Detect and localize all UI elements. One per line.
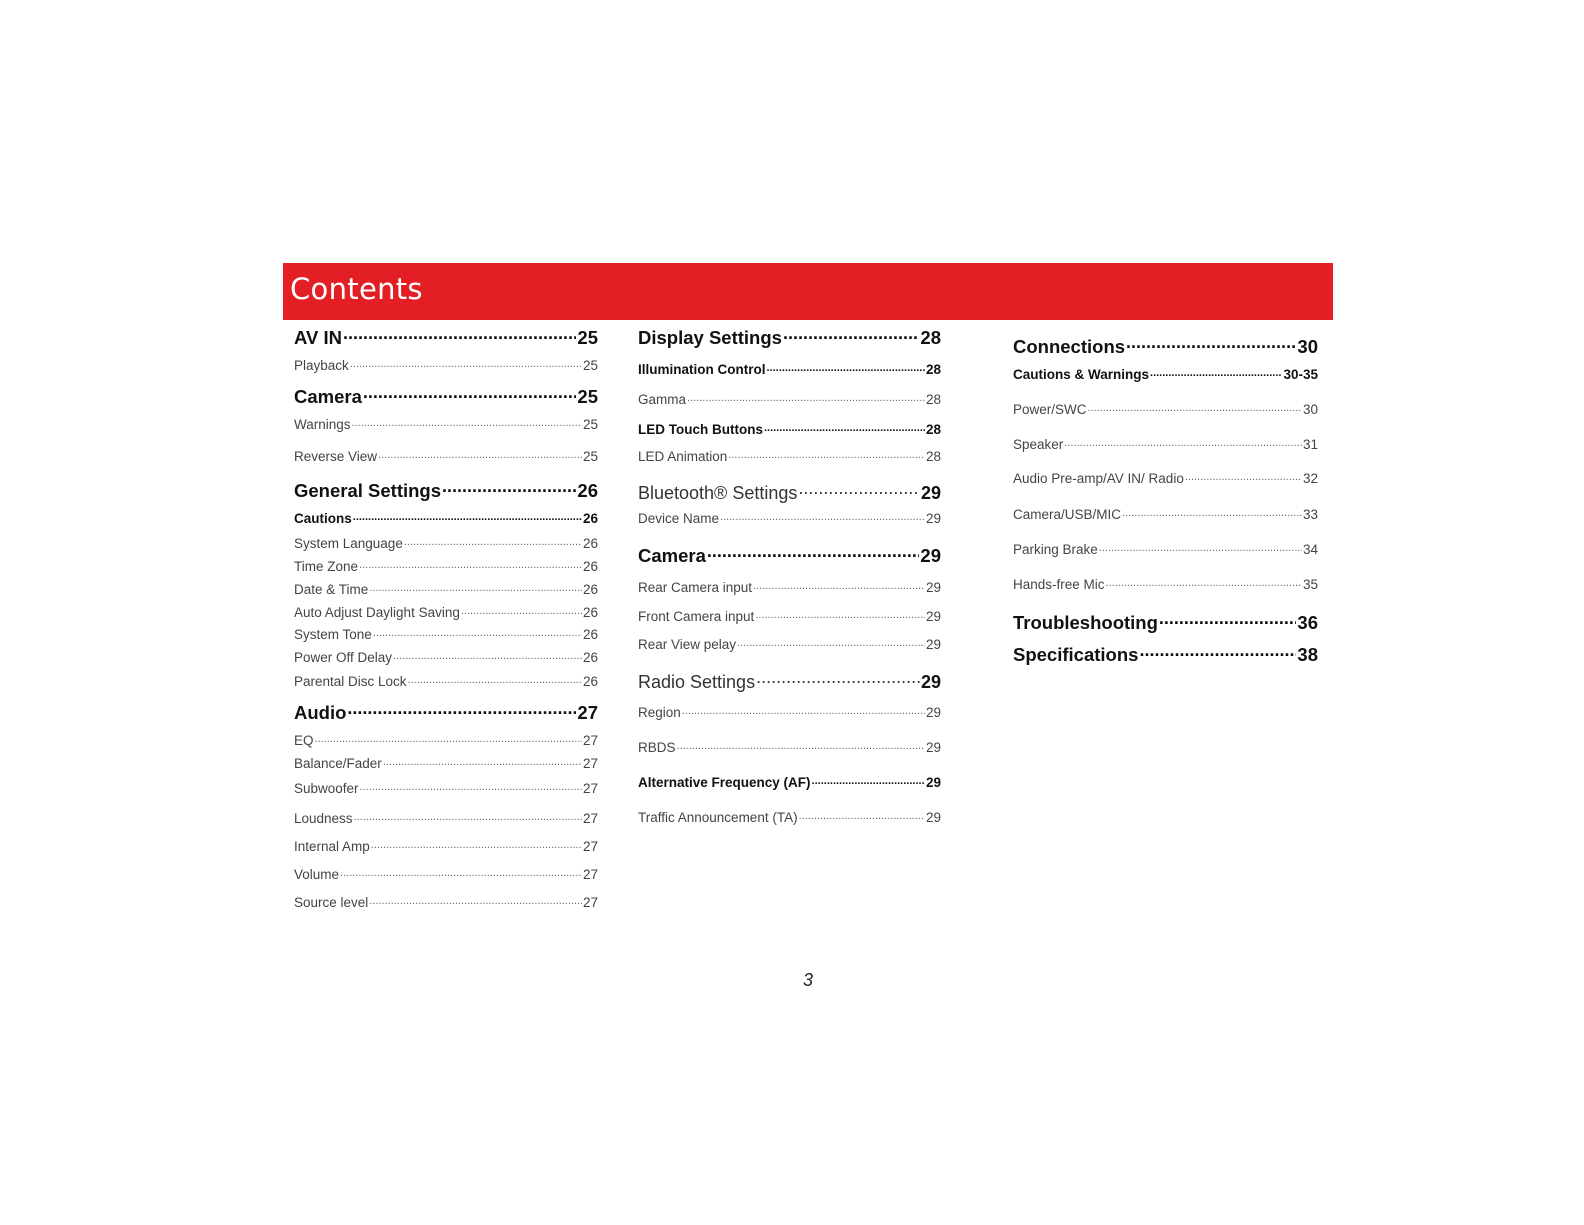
dot-leader xyxy=(354,812,582,823)
toc-entry-label: Speaker xyxy=(1013,437,1064,452)
dot-leader xyxy=(756,670,920,688)
toc-entry-page: 29 xyxy=(925,580,941,595)
toc-entry-label: Subwoofer xyxy=(294,781,359,796)
toc-entry-page: 33 xyxy=(1302,507,1318,522)
dot-leader xyxy=(677,741,925,752)
toc-entry-label: Power Off Delay xyxy=(294,650,393,665)
toc-entry-label: Volume xyxy=(294,867,340,882)
toc-entry-label: Bluetooth® Settings xyxy=(638,483,798,503)
toc-entry-page: 26 xyxy=(582,627,598,642)
contents-banner xyxy=(283,263,1333,320)
toc-entry[interactable] xyxy=(294,449,598,464)
toc-entry-label: Parking Brake xyxy=(1013,542,1098,557)
toc-entry[interactable] xyxy=(638,362,941,377)
toc-entry-label: Hands-free Mic xyxy=(1013,577,1105,592)
dot-leader xyxy=(369,583,582,594)
dot-leader xyxy=(707,544,920,562)
toc-entry-label: Device Name xyxy=(638,511,720,526)
toc-entry-label: Date & Time xyxy=(294,582,369,597)
dot-leader xyxy=(687,393,925,404)
dot-leader xyxy=(682,706,925,717)
toc-entry-label: Camera/USB/MIC xyxy=(1013,507,1122,522)
dot-leader xyxy=(315,734,582,745)
toc-entry[interactable] xyxy=(638,422,941,437)
toc-entry-page: 29 xyxy=(925,705,941,720)
dot-leader xyxy=(461,606,582,617)
toc-entry-label: Balance/Fader xyxy=(294,756,382,771)
dot-leader xyxy=(383,757,582,768)
dot-leader xyxy=(799,811,925,822)
toc-entry-page: 28 xyxy=(920,327,941,348)
toc-entry-label: Warnings xyxy=(294,417,351,432)
toc-entry-page: 27 xyxy=(582,839,598,854)
dot-leader xyxy=(798,481,920,499)
dot-leader xyxy=(393,651,582,662)
toc-entry-page: 25 xyxy=(577,327,598,348)
toc-entry-page: 25 xyxy=(577,386,598,407)
toc-entry[interactable] xyxy=(294,358,598,373)
toc-entry[interactable] xyxy=(1013,402,1318,417)
toc-entry[interactable] xyxy=(638,511,941,526)
toc-entry[interactable] xyxy=(294,511,598,526)
toc-entry-page: 28 xyxy=(925,449,941,464)
dot-leader xyxy=(720,512,925,523)
toc-entry-label: Audio xyxy=(294,702,347,723)
toc-entry-label: LED Animation xyxy=(638,449,728,464)
toc-entry[interactable] xyxy=(638,481,941,504)
dot-leader xyxy=(340,868,582,879)
toc-entry-label: Connections xyxy=(1013,336,1126,357)
toc-entry-label: Power/SWC xyxy=(1013,402,1087,417)
toc-entry[interactable] xyxy=(1013,437,1318,452)
toc-entry[interactable] xyxy=(638,326,941,349)
toc-entry-page: 26 xyxy=(577,480,598,501)
toc-entry[interactable] xyxy=(1013,507,1318,522)
toc-entry-label: Camera xyxy=(294,386,362,407)
toc-entry[interactable] xyxy=(294,650,598,665)
toc-entry-page: 31 xyxy=(1302,437,1318,452)
toc-entry-label: Auto Adjust Daylight Saving xyxy=(294,605,460,620)
dot-leader xyxy=(1126,335,1296,353)
toc-entry-label: LED Touch Buttons xyxy=(638,422,763,437)
toc-entry[interactable] xyxy=(638,609,941,624)
toc-entry-page: 35 xyxy=(1302,577,1318,592)
dot-leader xyxy=(783,326,919,344)
toc-entry-page: 27 xyxy=(582,867,598,882)
dot-leader xyxy=(343,326,576,344)
toc-entry-label: Audio Pre-amp/AV IN/ Radio xyxy=(1013,471,1184,486)
dot-leader xyxy=(1159,611,1297,629)
toc-entry-page: 26 xyxy=(582,511,598,526)
toc-entry-page: 27 xyxy=(582,811,598,826)
toc-entry[interactable] xyxy=(1013,611,1318,634)
toc-entry-label: Parental Disc Lock xyxy=(294,674,407,689)
toc-entry-page: 29 xyxy=(925,775,941,790)
toc-entry[interactable] xyxy=(294,479,598,502)
toc-entry-label: Playback xyxy=(294,358,349,373)
toc-entry-page: 29 xyxy=(925,810,941,825)
toc-entry[interactable] xyxy=(294,559,598,574)
toc-entry[interactable] xyxy=(1013,577,1318,592)
toc-entry-page: 30 xyxy=(1297,336,1318,357)
dot-leader xyxy=(1122,508,1302,519)
toc-entry-label: Display Settings xyxy=(638,327,782,348)
toc-entry-page: 29 xyxy=(920,483,941,503)
toc-entry-label: Region xyxy=(638,705,681,720)
toc-entry-label: RBDS xyxy=(638,740,676,755)
toc-entry-page: 26 xyxy=(582,559,598,574)
toc-entry-page: 34 xyxy=(1302,542,1318,557)
toc-entry-label: System Language xyxy=(294,536,403,551)
dot-leader xyxy=(753,581,925,592)
toc-entry-page: 25 xyxy=(582,358,598,373)
toc-entry[interactable] xyxy=(294,839,598,854)
dot-leader xyxy=(363,385,577,403)
toc-entry-page: 27 xyxy=(582,733,598,748)
dot-leader xyxy=(369,896,582,907)
toc-entry[interactable] xyxy=(1013,542,1318,557)
toc-entry[interactable] xyxy=(638,705,941,720)
toc-entry-label: Cautions & Warnings xyxy=(1013,367,1150,382)
toc-entry-page: 27 xyxy=(582,756,598,771)
toc-entry-label: Radio Settings xyxy=(638,672,756,692)
toc-entry[interactable] xyxy=(294,627,598,642)
toc-entry-page: 30-35 xyxy=(1283,367,1318,382)
dot-leader xyxy=(1150,368,1282,379)
toc-entry-label: Gamma xyxy=(638,392,687,407)
toc-entry[interactable] xyxy=(294,582,598,597)
toc-entry[interactable] xyxy=(294,781,598,796)
dot-leader xyxy=(767,363,925,374)
toc-entry-page: 26 xyxy=(582,582,598,597)
toc-entry-label: Front Camera input xyxy=(638,609,755,624)
toc-entry-page: 26 xyxy=(582,605,598,620)
toc-entry-label: Internal Amp xyxy=(294,839,370,854)
toc-entry-page: 29 xyxy=(920,545,941,566)
toc-entry-label: Rear Camera input xyxy=(638,580,753,595)
dot-leader xyxy=(353,512,582,523)
dot-leader xyxy=(1064,438,1302,449)
toc-entry-page: 26 xyxy=(582,536,598,551)
toc-entry-label: AV IN xyxy=(294,327,342,348)
toc-entry-label: EQ xyxy=(294,733,314,748)
toc-entry[interactable] xyxy=(638,740,941,755)
dot-leader xyxy=(371,840,582,851)
toc-entry-label: Time Zone xyxy=(294,559,359,574)
toc-entry-page: 26 xyxy=(582,674,598,689)
toc-entry-label: Illumination Control xyxy=(638,362,766,377)
dot-leader xyxy=(1088,403,1302,414)
toc-entry-page: 36 xyxy=(1297,612,1318,633)
toc-entry-page: 29 xyxy=(920,672,941,692)
toc-entry-page: 27 xyxy=(582,895,598,910)
dot-leader xyxy=(347,701,576,719)
toc-entry[interactable] xyxy=(294,756,598,771)
toc-entry[interactable] xyxy=(638,580,941,595)
toc-entry-page: 28 xyxy=(925,362,941,377)
dot-leader xyxy=(1106,578,1302,589)
toc-entry[interactable] xyxy=(294,674,598,689)
dot-leader xyxy=(408,675,582,686)
toc-entry-label: Camera xyxy=(638,545,706,566)
dot-leader xyxy=(378,450,582,461)
toc-entry-page: 30 xyxy=(1302,402,1318,417)
dot-leader xyxy=(1185,472,1302,483)
dot-leader xyxy=(728,450,925,461)
toc-entry-page: 38 xyxy=(1297,644,1318,665)
toc-entry[interactable] xyxy=(294,701,598,724)
toc-entry[interactable] xyxy=(294,536,598,551)
toc-entry[interactable] xyxy=(294,895,598,910)
toc-entry-page: 29 xyxy=(925,511,941,526)
toc-entry-page: 32 xyxy=(1302,471,1318,486)
toc-entry[interactable] xyxy=(1013,471,1318,486)
dot-leader xyxy=(1139,643,1296,661)
toc-entry-label: Reverse View xyxy=(294,449,378,464)
toc-entry-page: 25 xyxy=(582,449,598,464)
toc-entry[interactable] xyxy=(638,775,941,790)
dot-leader xyxy=(360,782,582,793)
toc-entry-label: Source level xyxy=(294,895,369,910)
toc-entry[interactable] xyxy=(638,637,941,652)
toc-entry-label: General Settings xyxy=(294,480,442,501)
page-number: 3 xyxy=(803,970,814,990)
toc-entry-page: 29 xyxy=(925,609,941,624)
toc-entry[interactable] xyxy=(638,670,941,693)
dot-leader xyxy=(350,359,582,370)
toc-entry[interactable] xyxy=(638,392,941,407)
dot-leader xyxy=(373,628,582,639)
toc-entry-label: Traffic Announcement (TA) xyxy=(638,810,798,825)
toc-entry-page: 28 xyxy=(925,392,941,407)
toc-entry[interactable] xyxy=(294,733,598,748)
toc-entry[interactable] xyxy=(1013,643,1318,666)
toc-entry-page: 28 xyxy=(925,422,941,437)
toc-entry-label: Troubleshooting xyxy=(1013,612,1158,633)
toc-entry[interactable] xyxy=(294,811,598,826)
toc-entry[interactable] xyxy=(294,417,598,432)
dot-leader xyxy=(812,776,925,787)
toc-entry-page: 27 xyxy=(582,781,598,796)
toc-entry-page: 29 xyxy=(925,637,941,652)
toc-entry[interactable] xyxy=(638,810,941,825)
toc-entry[interactable] xyxy=(294,326,598,349)
toc-entry[interactable] xyxy=(294,867,598,882)
toc-entry-page: 25 xyxy=(582,417,598,432)
dot-leader xyxy=(755,610,925,621)
toc-entry-label: Rear View pelay xyxy=(638,637,737,652)
toc-entry-label: Cautions xyxy=(294,511,352,526)
toc-entry-label: Specifications xyxy=(1013,644,1139,665)
toc-entry[interactable] xyxy=(294,385,598,408)
dot-leader xyxy=(442,479,576,497)
dot-leader xyxy=(1099,543,1302,554)
toc-entry-label: Alternative Frequency (AF) xyxy=(638,775,811,790)
toc-entry-label: System Tone xyxy=(294,627,372,642)
toc-entry[interactable] xyxy=(1013,367,1318,382)
toc-entry-label: Loudness xyxy=(294,811,353,826)
dot-leader xyxy=(764,423,925,434)
toc-entry[interactable] xyxy=(638,449,941,464)
dot-leader xyxy=(404,537,582,548)
toc-entry[interactable] xyxy=(638,544,941,567)
toc-entry[interactable] xyxy=(1013,335,1318,358)
toc-entry-page: 27 xyxy=(577,702,598,723)
toc-entry-page: 26 xyxy=(582,650,598,665)
page-title: Contents xyxy=(290,272,423,306)
dot-leader xyxy=(359,560,582,571)
dot-leader xyxy=(352,418,582,429)
dot-leader xyxy=(737,638,925,649)
toc-entry-page: 29 xyxy=(925,740,941,755)
toc-entry[interactable] xyxy=(294,605,598,620)
